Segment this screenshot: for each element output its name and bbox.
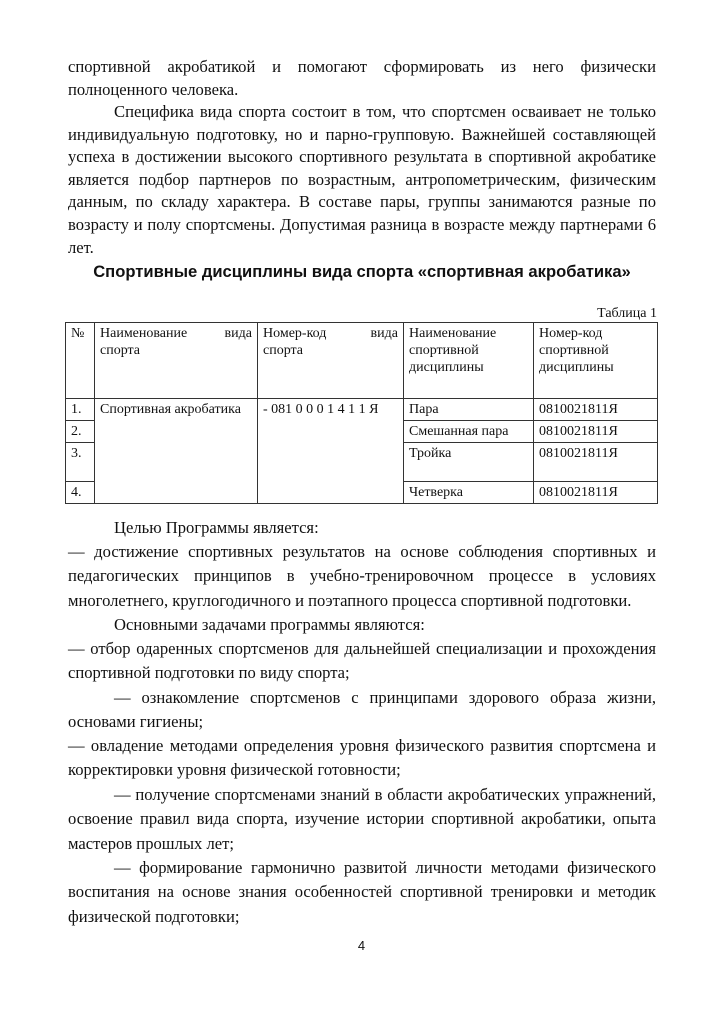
header-cell: Наименование вида спорта (95, 323, 258, 399)
paragraph: Целью Программы является: (114, 518, 319, 537)
list-item: — формирование гармонично развитой личности методами физического воспитания на основе знания особенностей спортивной тренировки и методик физической подготовки; (68, 858, 656, 926)
paragraph: спортивной акробатикой и помогают сформировать из него физически полноценного человека. (68, 57, 656, 99)
paragraph: Специфика вида спорта состоит в том, что спортсмен осваивает не только индивидуальную подготовку, но и парно-групповую. Важнейшей составляющей успеха в достижении высокого спортивного результата в спортивной акробатике является подбор партнеров по возрастным, антропометрическим, физическим данным, по складу характера. В составе пары, группы занимаются разные по возрасту и полу спортсмены. Допустимая разница в возрасте между партнерами 6 лет. (68, 102, 656, 257)
header-cell: Наименование спортивной дисциплины (404, 323, 534, 399)
discipline-code: 0810021811Я (534, 482, 658, 504)
list-item: — получение спортсменами знаний в области акробатических упражнений, освоение правил вида спорта, изучение истории спортивной акробатики, опыта мастеров прошлых лет; (68, 785, 656, 853)
row-number: 1. (66, 399, 95, 421)
disciplines-table (65, 322, 658, 504)
header-cell: Номер-код спортивной дисциплины (534, 323, 658, 399)
row-number: 2. (66, 421, 95, 443)
sport-name: Спортивная акробатика (95, 399, 258, 504)
discipline-name: Смешанная пара (404, 421, 534, 443)
paragraph: — достижение спортивных результатов на основе соблюдения спортивных и педагогических принципов в учебно-тренировочном процессе в условиях многолетнего, круглогодичного и поэтапного процесса спортивной подготовки. (68, 542, 656, 610)
table-header-row (66, 323, 658, 399)
table-title: Спортивные дисциплины вида спорта «спортивная акробатика» (93, 262, 631, 281)
page-number: 4 (357, 938, 366, 953)
row-number: 3. (66, 443, 95, 482)
discipline-name: Четверка (404, 482, 534, 504)
header-cell: № (66, 323, 95, 399)
header-cell: Номер-код вида спорта (258, 323, 404, 399)
table-row (66, 399, 658, 421)
discipline-code: 0810021811Я (534, 443, 658, 482)
list-item: — овладение методами определения уровня физического развития спортсмена и корректировки уровня физической готовности; (68, 736, 656, 780)
sport-code: - 081 0 0 0 1 4 1 1 Я (258, 399, 404, 504)
discipline-name: Тройка (404, 443, 534, 482)
list-item: — ознакомление спортсменов с принципами здорового образа жизни, основами гигиены; (68, 688, 656, 732)
discipline-code: 0810021811Я (534, 421, 658, 443)
row-number: 4. (66, 482, 95, 504)
table-label: Таблица 1 (597, 306, 657, 321)
list-item: — отбор одаренных спортсменов для дальнейшей специализации и прохождения спортивной подготовки по виду спорта; (68, 639, 656, 683)
discipline-code: 0810021811Я (534, 399, 658, 421)
discipline-name: Пара (404, 399, 534, 421)
paragraph: Основными задачами программы являются: (114, 615, 425, 634)
